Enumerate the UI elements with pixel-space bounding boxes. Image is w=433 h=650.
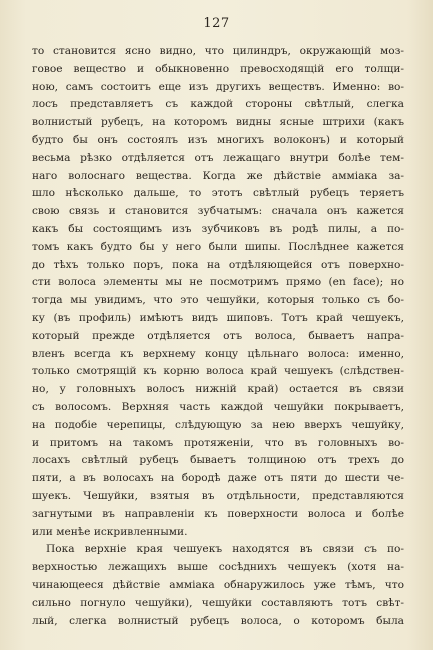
text-line: который прежде отдѣляется отъ волоса, бываетъ напра- xyxy=(32,329,404,342)
text-line: вленъ всегда къ верхнему концу цѣльнаго волоса: именно, xyxy=(32,347,404,360)
text-line: съ волосомъ. Верхняя часть каждой чешуйки покрываетъ, xyxy=(32,400,404,413)
text-line: или менѣе искривленными. xyxy=(32,525,188,538)
text-line: тогда мы увидимъ, что это чешуйки, которыя только съ бо- xyxy=(32,294,404,307)
text-line: на подобіе черепицы, слѣдующую за нею вверхъ чешуйку, xyxy=(32,418,404,431)
text-line: ною, самъ состоитъ еще изъ другихъ веществъ. Именно: во- xyxy=(32,80,404,93)
text-line: то становится ясно видно, что цилиндръ, окружающій моз- xyxy=(32,45,404,57)
text-line: ку (въ профиль) имѣютъ видъ шиповъ. Тотъ край чешуекъ, xyxy=(32,311,404,324)
text-line: волнистый рубецъ, на которомъ видны ясные штрихи (какъ xyxy=(32,116,404,129)
text-line: Пока верхніе края чешуекъ находятся въ связи съ по- xyxy=(46,543,404,556)
text-line: до тѣхъ только поръ, пока на отдѣляющейся отъ поверхно- xyxy=(32,258,404,271)
text-line: шуекъ. Чешуйки, взятыя въ отдѣльности, представляются xyxy=(32,489,404,502)
text-line: весьма рѣзко отдѣляется отъ лежащаго внутри болѣе тем- xyxy=(32,151,404,164)
text-line: сильно погнуло чешуйки), чешуйки составляютъ тотъ свѣт- xyxy=(32,596,404,609)
text-line: говое вещество и обыкновенно превосходящій его толщи- xyxy=(32,62,404,75)
text-line: лосъ представляетъ съ каждой стороны свѣтлый, слегка xyxy=(32,98,404,111)
text-line: но, у головныхъ волосъ нижній край) остается въ связи xyxy=(32,383,404,396)
text-line: будто бы онъ состоялъ изъ многихъ волоконъ) и который xyxy=(32,133,404,146)
text-line: томъ какъ будто бы у него были шипы. Послѣднее кажется xyxy=(32,240,404,253)
text-line: верхностью лежащихъ выше сосѣднихъ чешуекъ (хотя на- xyxy=(32,561,404,574)
body-text xyxy=(32,43,404,630)
page-number: 127 xyxy=(203,16,230,31)
text-line: сти волоса элементы мы не посмотримъ прямо (en face); но xyxy=(32,276,404,289)
text-line: лый, слегка волнистый рубецъ волоса, о которомъ была xyxy=(32,614,404,627)
text-line: свою связь и становится зубчатымъ: сначала онъ кажется xyxy=(32,205,404,218)
text-line: шло нѣсколько дальше, то этотъ свѣтлый рубецъ теряетъ xyxy=(32,187,404,200)
text-line: лосахъ свѣтлый рубецъ бываетъ толщиною отъ трехъ до xyxy=(32,454,404,467)
text-line: и притомъ на такомъ протяженіи, что въ головныхъ во- xyxy=(32,436,404,449)
text-line: только смотрящій къ корню волоса край чешуекъ (слѣдствен- xyxy=(32,365,404,378)
text-line: чинающееся дѣйствіе аммiака обнаружилось уже тѣмъ, что xyxy=(32,578,404,591)
text-line: какъ бы состоящимъ изъ зубчиковъ въ родѣ пилы, а по- xyxy=(32,222,404,235)
text-line: пяти, а въ волосахъ на бородѣ даже отъ пяти до шести че- xyxy=(32,472,404,485)
text-line: загнутыми въ направленіи къ поверхности волоса и болѣе xyxy=(32,507,404,520)
text-line: наго волоснаго вещества. Когда же дѣйствіе аммiака за- xyxy=(32,169,404,182)
paragraph-1 xyxy=(32,43,404,541)
paragraph-2 xyxy=(32,541,404,630)
